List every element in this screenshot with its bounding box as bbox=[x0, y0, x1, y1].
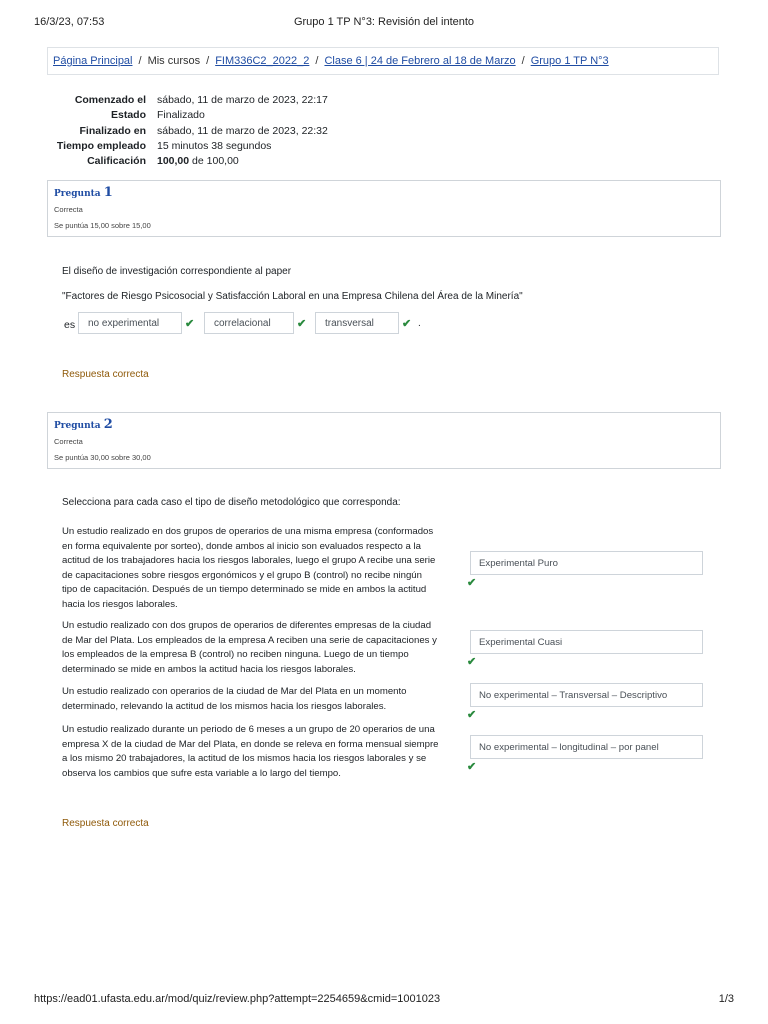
summary-key: Tiempo empleado bbox=[56, 139, 146, 152]
question-2-feedback: Respuesta correcta bbox=[62, 818, 149, 829]
match-select-3[interactable]: No experimental – Transversal – Descriptivo bbox=[470, 683, 703, 707]
question-grade: Se puntúa 15,00 sobre 15,00 bbox=[54, 221, 151, 230]
question-state: Correcta bbox=[54, 437, 83, 446]
match-item-4-text: Un estudio realizado durante un periodo de 6 meses a un grupo de 20 operarios de una empresa X de la ciudad de Mar del Plata, en donde se releva en forma mensual siempre a los mismo 20 trabajadores, la actitud de los mismos hacia los riesgos laborales y se observa los cambios que sufre esta variable a lo largo del tiempo. bbox=[62, 724, 439, 779]
summary-value: sábado, 11 de marzo de 2023, 22:32 bbox=[157, 124, 328, 137]
check-icon: ✔ bbox=[467, 761, 477, 773]
summary-key: Calificación bbox=[87, 155, 146, 168]
match-item-3-text: Un estudio realizado con operarios de la ciudad de Mar del Plata en un momento determinado, relevando la actitud de los mismos hacia los riesgos laborales. bbox=[62, 686, 407, 712]
summary-key: Comenzado el bbox=[74, 94, 146, 106]
breadcrumb-course-link[interactable]: FIM336C2_2022_2 bbox=[215, 55, 310, 67]
check-icon: ✔ bbox=[185, 318, 195, 330]
summary-value bbox=[157, 155, 239, 167]
breadcrumb-activity-link[interactable]: Grupo 1 TP N°3 bbox=[530, 55, 609, 67]
question-grade: Se puntúa 30,00 sobre 30,00 bbox=[54, 453, 151, 462]
print-url: https://ead01.ufasta.edu.ar/mod/quiz/review.php?attempt=2254659&cmid=1001023 bbox=[34, 993, 441, 1005]
question-1-paper-title: "Factores de Riesgo Psicosocial y Satisfacción Laboral en una Empresa Chilena del Área de la Minería" bbox=[62, 291, 523, 302]
question-number: Pregunta 1 bbox=[54, 185, 113, 200]
breadcrumb-my-courses: Mis cursos bbox=[147, 55, 201, 67]
summary-value: Finalizado bbox=[157, 109, 205, 122]
breadcrumb bbox=[47, 47, 719, 75]
question-2-prompt: Selecciona para cada caso el tipo de diseño metodológico que corresponda: bbox=[62, 497, 401, 508]
question-number: Pregunta 2 bbox=[54, 417, 113, 432]
match-select-4[interactable]: No experimental – longitudinal – por panel bbox=[470, 735, 703, 759]
print-header bbox=[34, 16, 734, 30]
check-icon: ✔ bbox=[467, 577, 477, 589]
match-select-1[interactable]: Experimental Puro bbox=[470, 551, 703, 575]
check-icon: ✔ bbox=[467, 709, 477, 721]
breadcrumb-separator: / bbox=[206, 55, 210, 67]
answer-field-2[interactable]: correlacional bbox=[204, 312, 294, 334]
question-1-info bbox=[47, 180, 721, 237]
summary-key: Estado bbox=[110, 109, 146, 122]
summary-value: 15 minutos 38 segundos bbox=[157, 139, 272, 152]
summary-key: Finalizado en bbox=[79, 124, 146, 137]
print-title: Grupo 1 TP N°3: Revisión del intento bbox=[293, 16, 475, 28]
match-select-2[interactable]: Experimental Cuasi bbox=[470, 630, 703, 654]
question-1-text: El diseño de investigación correspondiente al paper bbox=[62, 266, 292, 277]
summary-value: sábado, 11 de marzo de 2023, 22:17 bbox=[157, 94, 328, 106]
grade-total: de 100,00 bbox=[192, 155, 239, 168]
print-datetime: 16/3/23, 07:53 bbox=[34, 16, 105, 28]
print-page-number: 1/3 bbox=[718, 993, 734, 1005]
match-item-1-text: Un estudio realizado en dos grupos de operarios de una misma empresa (conformados en forma equivalente por sorteo), donde ambos al inicio son evaluados respecto a la actitud de los trabajadores hacia los riesgos laborales, luego el grupo A recibe una serie de capacitaciones sobre riesgos ergonómicos y el grupo B (control) no recibe ningún tipo de capacitación. Después de un tiempo determinado se mide en ambos la actitud hacia los riesgos laborales. bbox=[62, 526, 436, 610]
question-2-info bbox=[47, 412, 721, 469]
grade-score: 100,00 bbox=[157, 155, 190, 168]
question-state: Correcta bbox=[54, 205, 83, 214]
breadcrumb-separator: / bbox=[315, 55, 319, 67]
answer-suffix: . bbox=[418, 318, 421, 329]
check-icon: ✔ bbox=[402, 318, 412, 330]
breadcrumb-home-link[interactable]: Página Principal bbox=[53, 55, 133, 67]
check-icon: ✔ bbox=[467, 656, 477, 668]
answer-field-1[interactable]: no experimental bbox=[78, 312, 182, 334]
answer-field-3[interactable]: transversal bbox=[315, 312, 399, 334]
check-icon: ✔ bbox=[297, 318, 307, 330]
answer-prefix: es bbox=[64, 319, 76, 331]
match-item-2-text: Un estudio realizado con dos grupos de operarios de diferentes empresas de la ciudad de Mar del Plata. Los empleados de la empresa A reciben una serie de capacitaciones y los empleados de la empresa B (control) no reciben ninguna. Luego de un tiempo determinado se mide en ambos la actitud hacia los riesgos laborales. bbox=[62, 620, 437, 675]
breadcrumb-separator: / bbox=[521, 55, 525, 67]
breadcrumb-separator: / bbox=[138, 55, 142, 67]
breadcrumb-section-link[interactable]: Clase 6 | 24 de Febrero al 18 de Marzo bbox=[324, 55, 516, 67]
question-1-feedback: Respuesta correcta bbox=[62, 369, 149, 380]
